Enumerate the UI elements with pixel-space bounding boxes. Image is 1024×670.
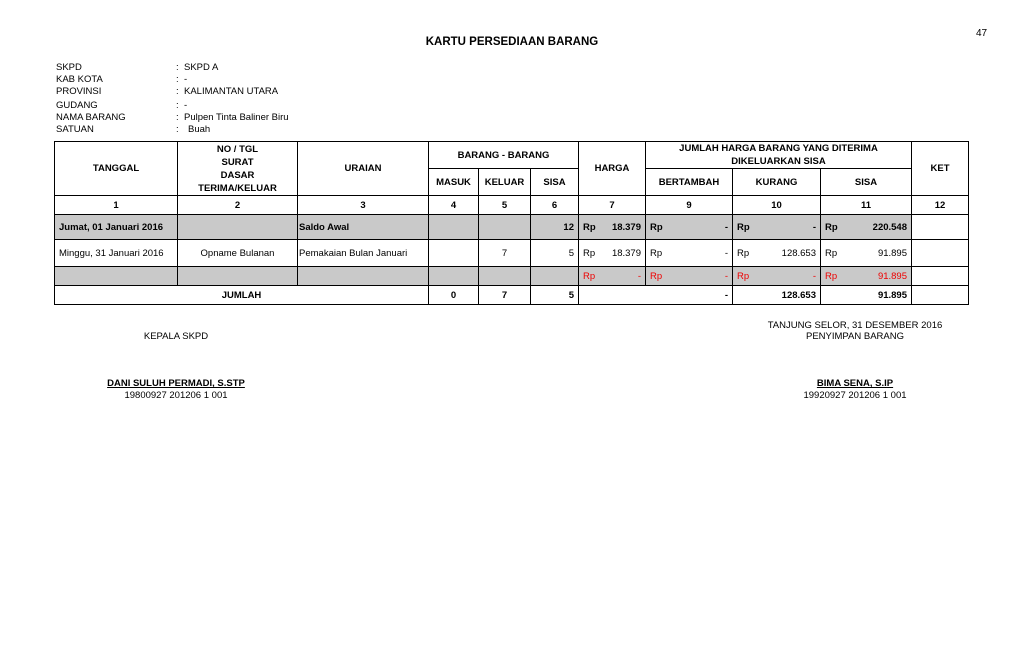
cell-surat: Opname Bulanan [178,240,298,267]
col-num: 9 [646,196,733,215]
col-num: 7 [579,196,646,215]
cell-sisa: 12 [531,215,579,240]
cell-uraian [298,267,429,286]
header-bertambah: BERTAMBAH [646,169,733,196]
table-row [55,240,969,267]
cell-masuk [429,240,479,267]
meta-block-2 [56,100,289,136]
cell-kurang: Rp - [733,267,821,286]
col-num: 4 [429,196,479,215]
cell-bertambah: Rp - [646,267,733,286]
header-ket: KET [912,142,969,196]
header-kurang: KURANG [733,169,821,196]
meta-row-provinsi: PROVINSI : KALIMANTAN UTARA [56,86,279,97]
header-tanggal: TANGGAL [55,142,178,196]
cell-kurang: Rp - [733,215,821,240]
total-keluar: 7 [479,286,531,305]
page-number: 47 [976,28,988,39]
cell-ket [912,215,969,240]
cell-uraian: Pemakaian Bulan Januari [298,240,429,267]
right-signer-role: PENYIMPAN BARANG [805,331,904,342]
cell-ket [912,267,969,286]
meta-row-satuan: SATUAN : Buah [56,124,211,135]
col-num: 12 [912,196,969,215]
cell-sisa-harga: Rp 91.895 [821,267,912,286]
header-jumlah-harga: JUMLAH HARGA BARANG YANG DITERIMA DIKELUARKAN SISA [646,142,912,169]
total-sisa-harga: 91.895 [821,286,912,305]
cell-surat [178,267,298,286]
table-row [55,267,969,286]
meta-row-nama-barang: NAMA BARANG : Pulpen Tinta Baliner Biru [56,112,289,123]
header-uraian: URAIAN [298,142,429,196]
meta-row-kab-kota: KAB KOTA : - [56,74,188,85]
header-barang: BARANG - BARANG [429,142,579,169]
cell-ket [912,240,969,267]
col-num: 6 [531,196,579,215]
total-ket [912,286,969,305]
cell-bertambah: Rp - [646,240,733,267]
table-row [55,215,969,240]
cell-surat [178,215,298,240]
col-num: 1 [55,196,178,215]
header-sisa: SISA [531,169,579,196]
place-date: TANJUNG SELOR, 31 DESEMBER 2016 [767,320,943,331]
cell-sisa: 5 [531,240,579,267]
cell-harga: Rp - [579,267,646,286]
header-row-1 [55,142,969,169]
cell-uraian: Saldo Awal [298,215,429,240]
meta-block-1 [56,62,278,98]
header-masuk: MASUK [429,169,479,196]
cell-keluar [479,267,531,286]
col-num: 10 [733,196,821,215]
meta-row-gudang: GUDANG : - [56,100,188,111]
header-no-tgl: NO / TGL SURAT DASAR TERIMA/KELUAR [178,142,298,196]
column-number-row [55,196,969,215]
cell-tanggal [55,267,178,286]
cell-masuk [429,267,479,286]
cell-keluar: 7 [479,240,531,267]
cell-masuk [429,215,479,240]
left-signer-name: DANI SULUH PERMADI, S.STP [107,378,245,389]
col-num: 5 [479,196,531,215]
right-signer-nip: 19920927 201206 1 001 [803,390,907,401]
cell-harga: Rp 18.379 [579,240,646,267]
right-signer-name: BIMA SENA, S.IP [816,378,894,389]
header-harga: HARGA [579,142,646,196]
total-kurang: 128.653 [733,286,821,305]
left-signer-nip: 19800927 201206 1 001 [124,390,228,401]
meta-row-skpd: SKPD : SKPD A [56,62,219,73]
total-label: JUMLAH [55,286,429,305]
col-num: 3 [298,196,429,215]
total-row [55,286,969,305]
cell-kurang: Rp 128.653 [733,240,821,267]
page-title: KARTU PERSEDIAAN BARANG [425,36,599,48]
total-sisa: 5 [531,286,579,305]
cell-sisa-harga: Rp 220.548 [821,215,912,240]
cell-keluar [479,215,531,240]
col-num: 2 [178,196,298,215]
cell-bertambah: Rp - [646,215,733,240]
cell-tanggal: Minggu, 31 Januari 2016 [55,240,178,267]
header-sisa-harga: SISA [821,169,912,196]
cell-harga: Rp 18.379 [579,215,646,240]
total-bertambah: - [579,286,733,305]
inventory-table [54,141,969,305]
total-masuk: 0 [429,286,479,305]
cell-sisa-harga: Rp 91.895 [821,240,912,267]
cell-sisa [531,267,579,286]
col-num: 11 [821,196,912,215]
header-keluar: KELUAR [479,169,531,196]
cell-tanggal: Jumat, 01 Januari 2016 [55,215,178,240]
left-signer-role: KEPALA SKPD [143,331,209,342]
